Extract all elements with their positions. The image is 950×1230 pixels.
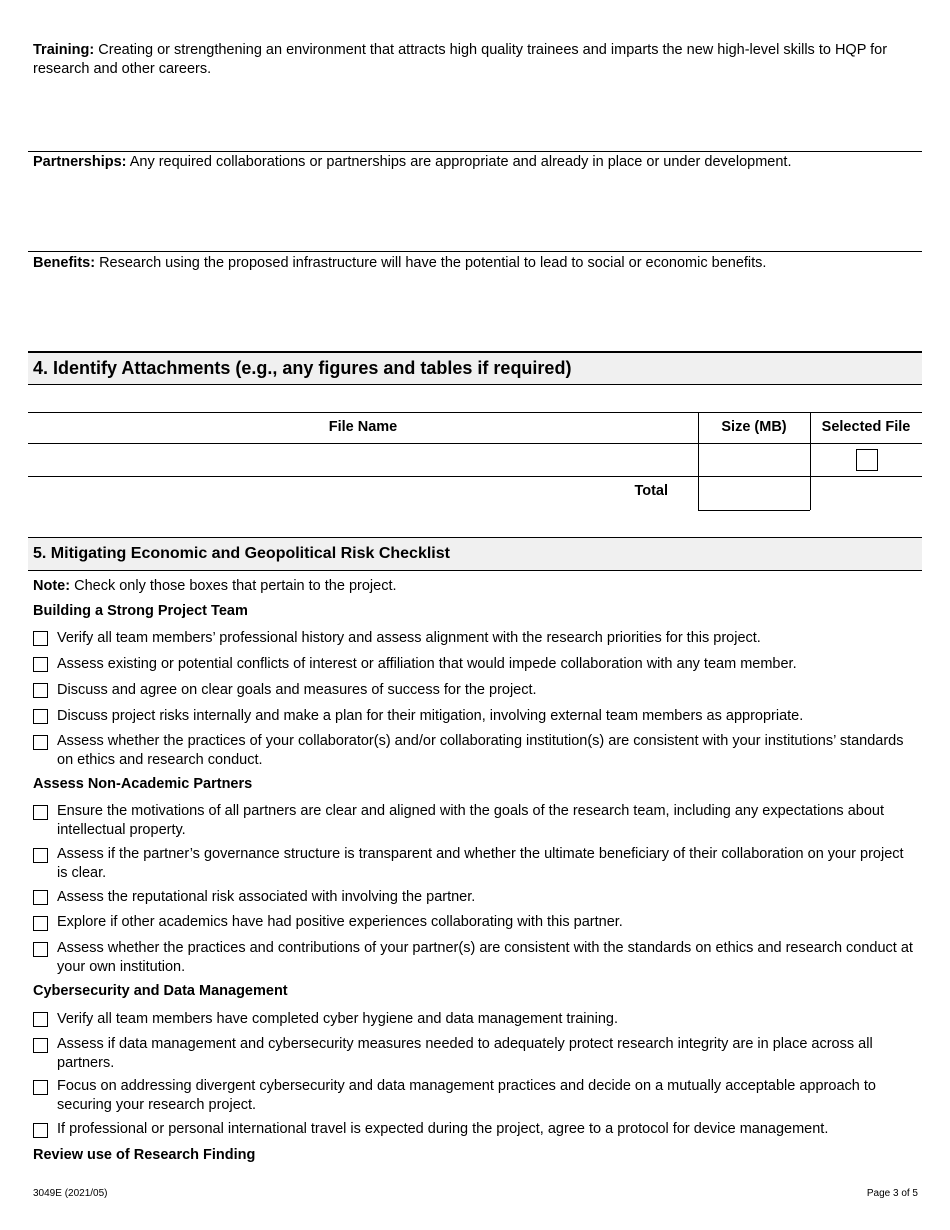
checklist-item: Focus on addressing divergent cybersecurity and data management practices and decide on a mutually acceptable approach to securing your research project. bbox=[57, 1078, 876, 1113]
risk-note bbox=[33, 577, 397, 596]
checklist-item: If professional or personal international travel is expected during the project, agree to a protocol for device management. bbox=[57, 1121, 829, 1137]
checklist-item: Assess whether the practices of your collaborator(s) and/or collaborating institution(s) are consistent with your institutions’ standards on ethics and research conduct. bbox=[57, 733, 904, 768]
checkbox[interactable] bbox=[33, 805, 48, 820]
checklist-item: Assess whether the practices and contributions of your partner(s) are consistent with the standards on ethics and research conduct at your own institution. bbox=[57, 940, 913, 975]
file-size-cell[interactable] bbox=[698, 444, 810, 476]
partnerships-text: Any required collaborations or partnerships are appropriate and already in place or under development. bbox=[126, 154, 792, 170]
checkbox[interactable] bbox=[33, 631, 48, 646]
group-heading-research-finding: Review use of Research Finding bbox=[33, 1147, 256, 1163]
checklist-item: Discuss and agree on clear goals and measures of success for the project. bbox=[57, 682, 537, 698]
checklist-item: Assess if the partner’s governance structure is transparent and whether the ultimate beneficiary of their collaboration on your project is clear. bbox=[57, 846, 904, 881]
total-cell-border bbox=[698, 510, 810, 511]
checkbox[interactable] bbox=[33, 683, 48, 698]
attachments-section-title: 4. Identify Attachments (e.g., any figures and tables if required) bbox=[28, 353, 922, 385]
checkbox[interactable] bbox=[33, 1012, 48, 1027]
selected-file-checkbox[interactable] bbox=[856, 449, 878, 471]
total-label: Total bbox=[634, 483, 668, 499]
group-heading-project-team: Building a Strong Project Team bbox=[33, 603, 248, 619]
checklist-item: Ensure the motivations of all partners are clear and aligned with the goals of the research team, including any expectations about intellectual property. bbox=[57, 803, 884, 838]
note-label: Note: bbox=[33, 578, 71, 594]
checklist-item: Assess the reputational risk associated with involving the partner. bbox=[57, 889, 476, 905]
group-heading-non-academic: Assess Non-Academic Partners bbox=[33, 776, 253, 792]
checklist-item: Verify all team members’ professional history and assess alignment with the research priorities for this project. bbox=[57, 630, 761, 646]
checklist-item: Assess if data management and cybersecurity measures needed to adequately protect research integrity are in place across all partners. bbox=[57, 1036, 873, 1071]
checkbox[interactable] bbox=[33, 916, 48, 931]
checkbox[interactable] bbox=[33, 1038, 48, 1053]
benefits-text: Research using the proposed infrastructure will have the potential to lead to social or economic benefits. bbox=[95, 255, 767, 271]
col-file-name-header: File Name bbox=[328, 419, 398, 435]
total-size-cell[interactable] bbox=[698, 477, 810, 510]
checkbox[interactable] bbox=[33, 657, 48, 672]
checklist-item: Assess existing or potential conflicts of interest or affiliation that would impede collaboration with any team member. bbox=[57, 656, 797, 672]
checkbox[interactable] bbox=[33, 709, 48, 724]
training-criterion bbox=[33, 41, 913, 79]
checklist-item: Verify all team members have completed cyber hygiene and data management training. bbox=[57, 1011, 618, 1027]
col-selected-header: Selected File bbox=[821, 419, 911, 435]
risk-section-title: 5. Mitigating Economic and Geopolitical Risk Checklist bbox=[28, 537, 922, 571]
checklist-item: Discuss project risks internally and make a plan for their mitigation, involving external team members as appropriate. bbox=[57, 708, 804, 724]
partnerships-criterion bbox=[33, 153, 913, 172]
table-top-border bbox=[28, 412, 922, 413]
checkbox[interactable] bbox=[33, 890, 48, 905]
checkbox[interactable] bbox=[33, 1123, 48, 1138]
checkbox[interactable] bbox=[33, 942, 48, 957]
col-size-header: Size (MB) bbox=[721, 419, 787, 435]
form-id: 3049E (2021/05) bbox=[33, 1188, 108, 1199]
file-name-cell[interactable] bbox=[28, 444, 698, 476]
note-text: Check only those boxes that pertain to the project. bbox=[70, 578, 397, 594]
training-label: Training: bbox=[33, 42, 95, 58]
checkbox[interactable] bbox=[33, 848, 48, 863]
divider bbox=[28, 151, 922, 152]
benefits-criterion bbox=[33, 254, 913, 273]
checkbox[interactable] bbox=[33, 735, 48, 750]
checklist-item: Explore if other academics have had positive experiences collaborating with this partner. bbox=[57, 914, 623, 930]
page-number: Page 3 of 5 bbox=[866, 1188, 918, 1199]
training-text: Creating or strengthening an environment that attracts high quality trainees and imparts the new high-level skills to HQP for research and other careers. bbox=[33, 42, 888, 77]
divider bbox=[28, 251, 922, 252]
group-heading-cybersecurity: Cybersecurity and Data Management bbox=[33, 983, 288, 999]
benefits-label: Benefits: bbox=[33, 255, 96, 271]
checkbox[interactable] bbox=[33, 1080, 48, 1095]
partnerships-label: Partnerships: bbox=[33, 154, 127, 170]
